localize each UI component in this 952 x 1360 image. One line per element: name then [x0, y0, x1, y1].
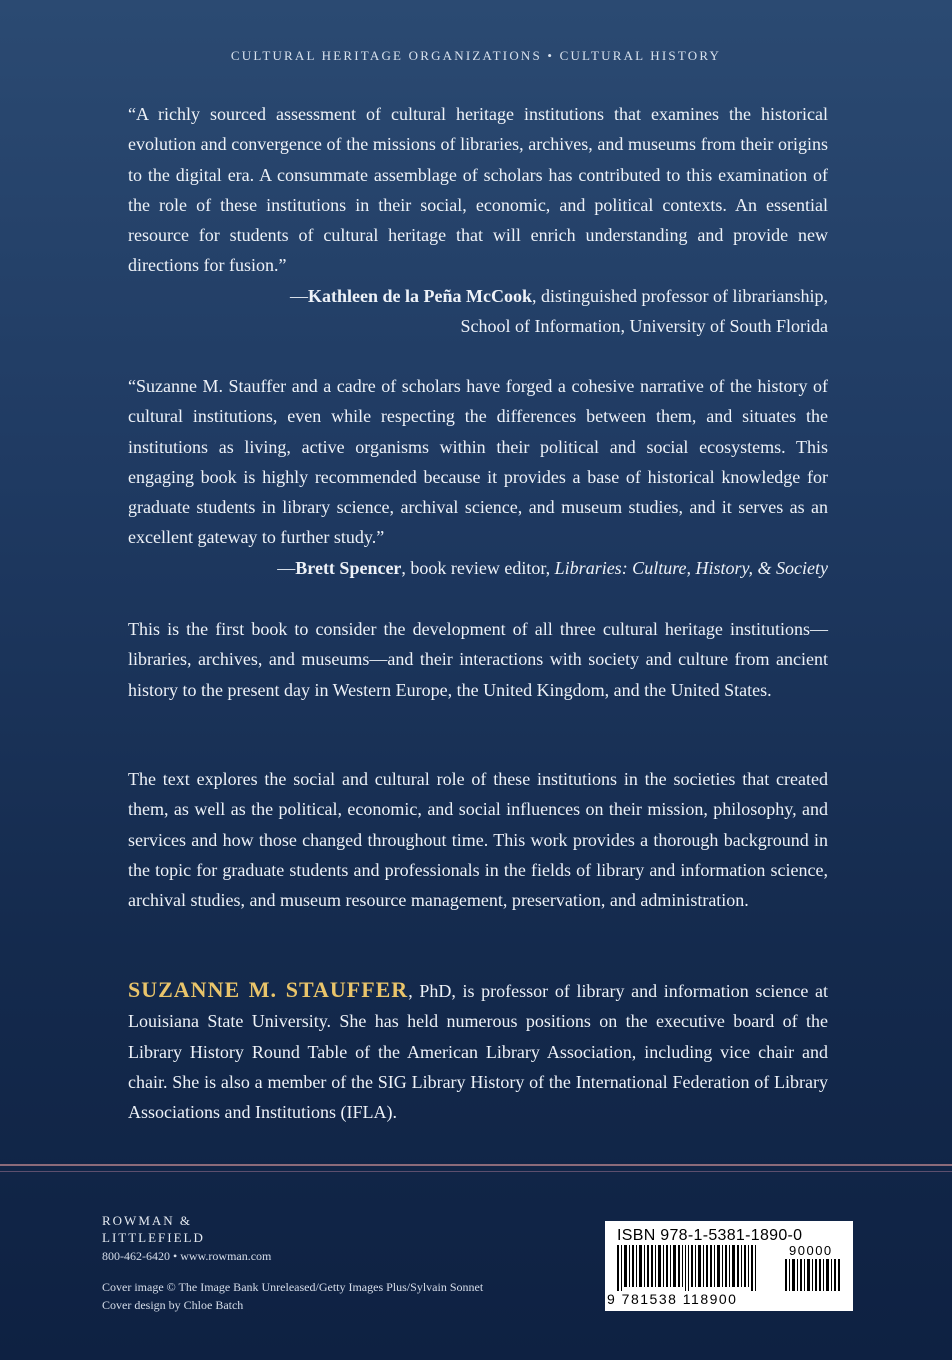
reviewer-name: Kathleen de la Peña McCook	[308, 285, 533, 306]
bio-text: , PhD, is professor of library and information science at Louisiana State University. She has held numerous positions on the executive board of the Library History Round Table of the American Library Association, including vice chair and chair. She is also a member of the SIG Library History of the International Federation of Library Associations and Institutions (IFLA).	[128, 981, 828, 1123]
design-credit: Cover design by Chloe Batch	[102, 1298, 244, 1312]
cover-credits	[102, 1278, 483, 1314]
publisher-logo	[102, 1212, 205, 1246]
image-credit: Cover image © The Image Bank Unreleased/Getty Images Plus/Sylvain Sonnet	[102, 1280, 484, 1294]
description-paragraph-2: The text explores the social and cultural role of these institutions in the societies that created them, as well as the political, economic, and social influences on their mission, philosophy, and services and how those changed throughout time. This work provides a thorough background in the topic for graduate students and professionals in the fields of library and information science, archival studies, and museum resource management, preservation, and administration.	[128, 769, 828, 911]
author-name: SUZANNE M. STAUFFER	[128, 977, 409, 1002]
ean-number: 9 781538 118900	[607, 1291, 738, 1307]
barcode-box	[605, 1221, 853, 1311]
quote-attribution: —Brett Spencer, book review editor, Libraries: Culture, History, & Society	[277, 557, 828, 578]
divider-rule	[0, 1164, 952, 1166]
quote-attribution: —Kathleen de la Peña McCook, distinguished professor of librarianship, School of Information, University of South Florida	[290, 285, 828, 337]
author-bio	[128, 975, 828, 1127]
addon-number: 90000	[789, 1243, 833, 1258]
publisher-line-2: LITTLEFIELD	[102, 1230, 205, 1245]
review-quote-2	[128, 371, 828, 583]
quote-text: “Suzanne M. Stauffer and a cadre of scholars have forged a cohesive narrative of the history of cultural institutions, even while respecting the differences between them, and situates the institutions as living, active organisms within their political and social ecosystems. This engaging book is highly recommended because it provides a base of historical knowledge for graduate students in library science, archival science, and museum studies, and it serves as an excellent gateway to further study.”	[128, 376, 828, 548]
publisher-line-1: ROWMAN &	[102, 1213, 193, 1228]
publisher-contact: 800-462-6420 • www.rowman.com	[102, 1249, 272, 1263]
review-quote-1	[128, 99, 828, 341]
quote-text: “A richly sourced assessment of cultural heritage institutions that examines the historical evolution and convergence of the missions of libraries, archives, and museums from their origins to the digital era. A consummate assemblage of scholars has contributed to this examination of the role of these institutions in their social, economic, and political contexts. An essential resource for students of cultural heritage that will enrich understanding and provide new directions for fusion.”	[128, 104, 828, 276]
publication-title: Libraries: Culture, History, & Society	[554, 557, 828, 578]
category-line: CULTURAL HERITAGE ORGANIZATIONS • CULTURAL HISTORY	[230, 48, 722, 63]
reviewer-name: Brett Spencer	[295, 557, 402, 578]
divider-rule-thin	[0, 1171, 952, 1172]
isbn-text: ISBN 978-1-5381-1890-0	[617, 1227, 803, 1244]
description-paragraph-1: This is the first book to consider the development of all three cultural heritage institutions—libraries, archives, and museums—and their interactions with society and culture from ancient history to the present day in Western Europe, the United Kingdom, and the United States.	[128, 619, 828, 700]
